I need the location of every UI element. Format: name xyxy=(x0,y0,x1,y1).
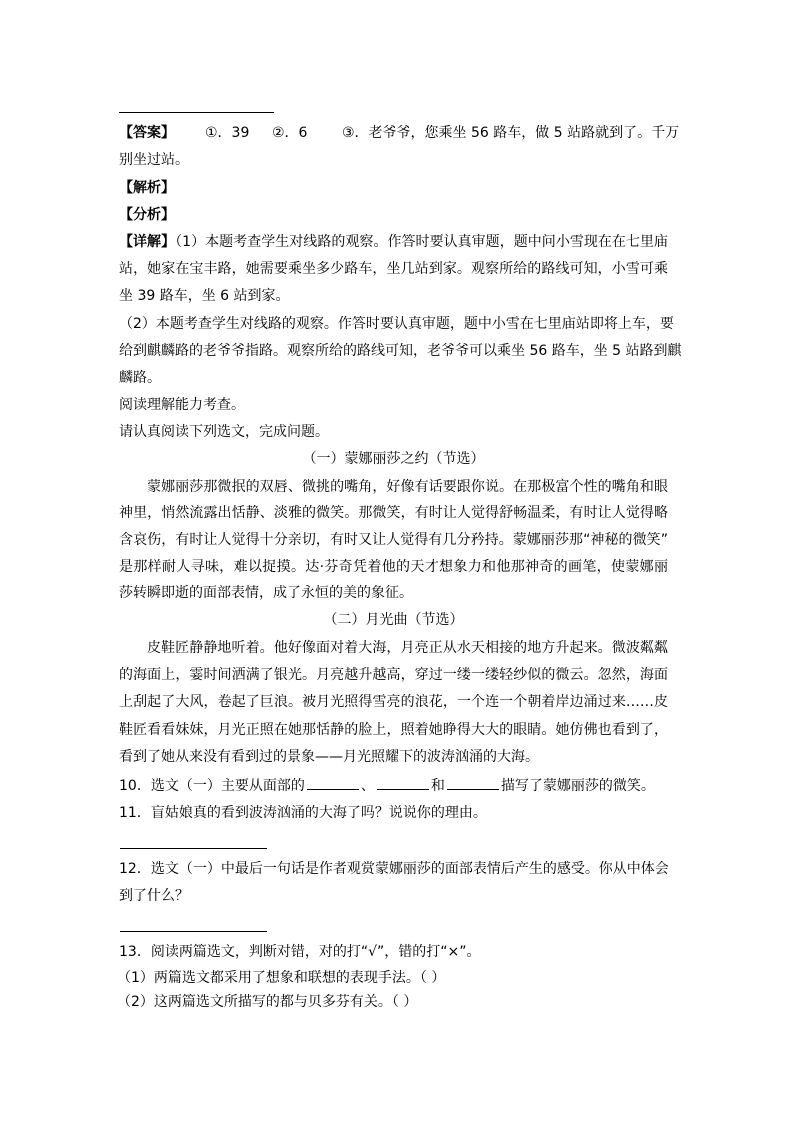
passage-line: 看到了她从来没有看到过的景象——月光照耀下的波涛汹涌的大海。 xyxy=(119,749,539,765)
detail-label: 【详解】 xyxy=(119,234,176,250)
passage-line: 神里，悄然流露出恬静、淡雅的微笑。那微笑，有时让人觉得舒畅温柔，有时让人觉得略 xyxy=(119,505,668,521)
passage-line: 的海面上，霎时间洒满了银光。月亮越升越高，穿过一缕一缕轻纱似的微云。忽然，海面 xyxy=(119,667,668,683)
passage-line: 鞋匠看看妹妹，月光正照在她那恬静的脸上，照着她睁得大大的眼睛。她仿佛也看到了， xyxy=(119,722,668,738)
section-heading: 阅读理解能力考查。 xyxy=(119,397,245,413)
answer-item-3: ③．老爷爷，您乘坐 56 路车，做 5 站路就到了。千万 xyxy=(342,125,680,141)
analysis-label: 【解析】 xyxy=(119,180,175,196)
answer-line-rule xyxy=(120,931,267,932)
question-12-line: 12．选文（一）中最后一句话是作者观赏蒙娜丽莎的面部表情后产生的感受。你从中体会 xyxy=(119,861,669,877)
passage-line: 上刮起了大风，卷起了巨浪。被月光照得雪亮的浪花，一个连一个朝着岸边涌过来……皮 xyxy=(119,694,668,710)
detail-line: 给到麒麟路的老爷爷指路。观察所给的路线可知，老爷爷可以乘坐 56 路车，坐 5 站路到麒 xyxy=(119,343,682,359)
question-13-item: （2）这两篇选文所描写的都与贝多芬有关。（ ） xyxy=(117,994,418,1010)
instruction-text: 请认真阅读下列选文，完成问题。 xyxy=(119,424,329,440)
passage-title: （一）蒙娜丽莎之约（节选） xyxy=(302,451,485,467)
answer-blank-3 xyxy=(447,775,499,790)
question-10 xyxy=(119,775,668,795)
question-10-suffix: 描写了蒙娜丽莎的微笑。 xyxy=(500,778,655,794)
question-10-prefix: 10．选文（一）主要从面部的 xyxy=(119,778,305,794)
question-10-sep1: 、 xyxy=(360,778,375,794)
question-12-line: 到了什么？ xyxy=(119,888,189,904)
passage-line: 莎转瞬即逝的面部表情，成了永恒的美的象征。 xyxy=(119,585,413,601)
answer-separator-rule xyxy=(119,112,274,113)
question-13-item: （1）两篇选文都采用了想象和联想的表现手法。（ ） xyxy=(117,970,446,986)
answer-continuation: 别坐过站。 xyxy=(119,152,189,168)
detail-line: 麟路。 xyxy=(119,370,161,386)
detail-line: 站，她家在宝丰路，她需要乘坐多少路车，坐几站到家。观察所给的路线可知，小雪可乘 xyxy=(119,261,668,277)
answer-item-2: ②．6 xyxy=(272,125,308,141)
passage-line: 是那样耐人寻味，难以捉摸。达·芬奇凭着他的天才想象力和他那神奇的画笔，使蒙娜丽 xyxy=(119,559,668,575)
answer-blank-2 xyxy=(377,775,429,790)
passage-line: 皮鞋匠静静地听着。他好像面对着大海，月亮正从水天相接的地方升起来。微波粼粼 xyxy=(147,640,668,656)
detail-line: （2）本题考查学生对线路的观察。作答时要认真审题，题中小雪在七里庙站即将上车，要 xyxy=(119,316,674,332)
question-11: 11．盲姑娘真的看到波涛汹涌的大海了吗？说说你的理由。 xyxy=(119,805,487,821)
passage-title: （二）月光曲（节选） xyxy=(323,612,464,628)
answer-line-rule xyxy=(120,848,267,849)
detail-line: 坐 39 路车，坐 6 站到家。 xyxy=(119,288,290,304)
answer-blank-1 xyxy=(307,775,359,790)
fenxi-label: 【分析】 xyxy=(119,207,175,223)
detail-text: （1）本题考查学生对线路的观察。作答时要认真审题，题中问小雪现在在七里庙 xyxy=(175,234,669,250)
answer-item-1: ①．39 xyxy=(205,125,250,141)
detail-line xyxy=(119,232,668,252)
answer-label: 【答案】 xyxy=(119,125,175,141)
passage-line: 含哀伤，有时让人觉得十分亲切，有时又让人觉得有几分矜持。蒙娜丽莎那“神秘的微笑” xyxy=(119,532,668,548)
passage-line: 蒙娜丽莎那微抿的双唇、微挑的嘴角，好像有话要跟你说。在那极富个性的嘴角和眼 xyxy=(147,479,668,495)
question-13-stem: 13．阅读两篇选文，判断对错，对的打“√”，错的打“×”。 xyxy=(119,944,481,960)
question-10-sep2: 和 xyxy=(430,778,445,794)
